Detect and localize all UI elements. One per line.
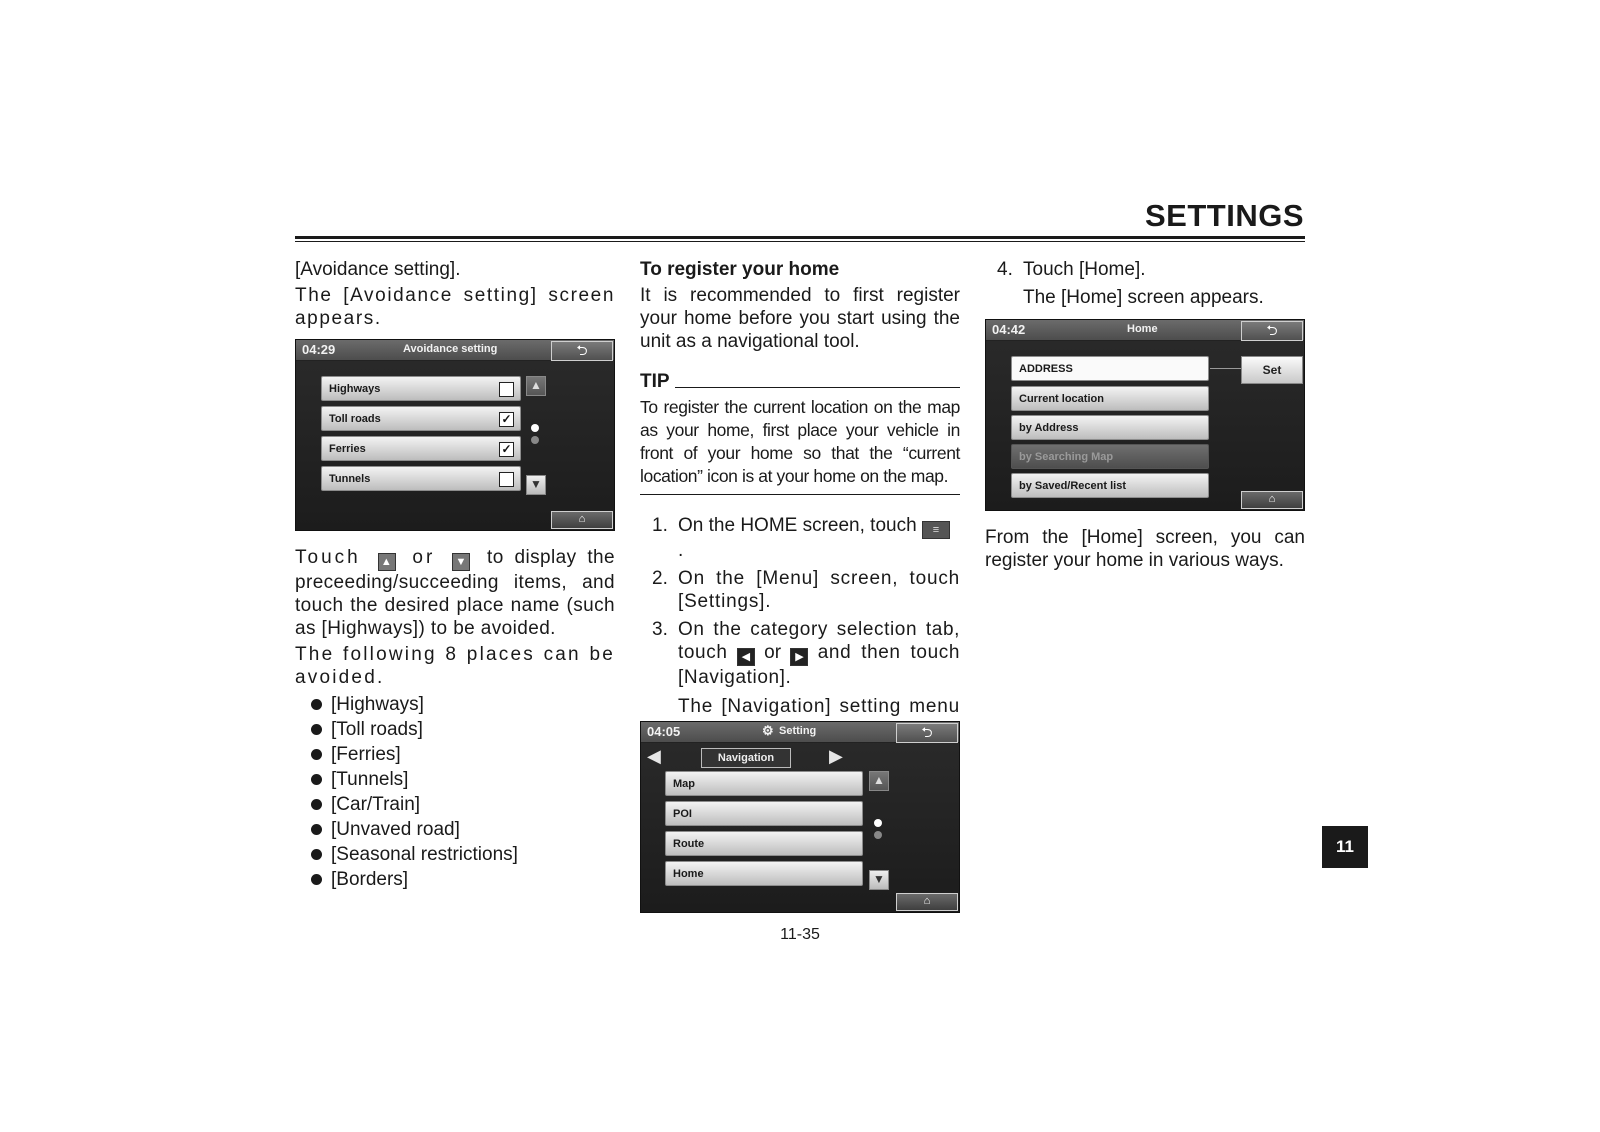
- triangle-left-icon: ◀: [737, 648, 755, 666]
- home-item-by-searching-map: by Searching Map: [1011, 444, 1209, 469]
- prev-tab-button[interactable]: [647, 746, 661, 767]
- tip-text: To register the current location on the map as your home, first place your vehicle in front of your home so that the “current location” icon is at your home on the map.: [640, 397, 960, 486]
- menu-item-map[interactable]: Map: [665, 771, 863, 796]
- home-icon: ⌂: [1268, 493, 1276, 505]
- checkbox[interactable]: ✓: [499, 442, 514, 457]
- set-button[interactable]: Set: [1241, 356, 1303, 384]
- home-icon: ⌂: [578, 513, 586, 525]
- step-2: 2. On the [Menu] screen, touch [Settings].: [652, 568, 960, 612]
- back-arrow-icon: ⮌: [921, 724, 933, 740]
- item-label: Highways: [329, 383, 381, 395]
- triangle-left-icon: ◀: [647, 746, 661, 766]
- step-note: The [Home] screen appears.: [1023, 287, 1264, 308]
- screen-title: Avoidance setting: [403, 343, 498, 355]
- list-item: [Borders]: [311, 867, 615, 892]
- scroll-up-button[interactable]: [869, 771, 889, 791]
- scroll-indicator-dot: [531, 424, 539, 432]
- home-item-address[interactable]: ADDRESS: [1011, 356, 1209, 381]
- list-item: [Unvaved road]: [311, 817, 615, 842]
- scroll-indicator-dot: [531, 436, 539, 444]
- navigation-screen: [640, 721, 960, 913]
- item-label: Toll roads: [329, 413, 381, 425]
- column-2: [640, 258, 960, 356]
- home-item-current-location[interactable]: Current location: [1011, 386, 1209, 411]
- screen-title: Setting: [779, 725, 817, 737]
- menu-icon: ≡: [922, 521, 950, 539]
- list-item: [Seasonal restrictions]: [311, 842, 615, 867]
- triangle-up-icon: ▲: [530, 378, 542, 392]
- gear-icon: ⚙: [762, 723, 774, 738]
- step-note: The [Navigation] setting menu: [678, 696, 960, 717]
- item-label: Tunnels: [329, 473, 371, 485]
- scroll-indicator-dot: [874, 831, 882, 839]
- page-number: 11-35: [780, 926, 820, 943]
- scroll-up-button[interactable]: [526, 376, 546, 396]
- paragraph: It is recommended to first register your home before you start using the unit as a navigational tool.: [640, 285, 960, 352]
- paragraph: Touch ▲ or ▼ to display the preceeding/succeeding items, and touch the desired place name (such as [Highways]) to be avoided.: [295, 547, 615, 639]
- back-button[interactable]: [551, 341, 613, 361]
- paragraph: The [Avoidance setting] screen appears.: [295, 285, 615, 329]
- list-item: [Ferries]: [311, 742, 615, 767]
- screen-title: Home: [1127, 323, 1158, 335]
- step-1: 1. On the HOME screen, touch ≡ .: [640, 514, 960, 562]
- tip-label: TIP: [640, 371, 670, 392]
- avoid-item-ferries[interactable]: [321, 436, 521, 461]
- tip-bottom-rule: [640, 494, 960, 495]
- back-arrow-icon: ⮌: [1266, 322, 1278, 338]
- home-button[interactable]: [896, 893, 958, 911]
- step-4: 4. Touch [Home].: [997, 259, 1146, 280]
- screen-time: 04:05: [647, 724, 681, 739]
- triangle-down-icon: ▼: [873, 872, 885, 886]
- item-label: Ferries: [329, 443, 366, 455]
- home-item-by-address[interactable]: by Address: [1011, 415, 1209, 440]
- avoid-list: [295, 692, 615, 892]
- scroll-indicator-dot: [874, 819, 882, 827]
- paragraph: [Avoidance setting].: [295, 259, 461, 280]
- checkbox[interactable]: [499, 382, 514, 397]
- triangle-down-icon: ▼: [452, 553, 470, 571]
- step-3: 3. On the category selection tab, touch ◀ or ▶ and then touch [Navigation]. The [Navigation] setting menu: [640, 618, 960, 741]
- column-3: [985, 258, 1305, 309]
- home-button[interactable]: [1241, 491, 1303, 509]
- header-rule: [295, 236, 1305, 239]
- list-item: [Highways]: [311, 692, 615, 717]
- checkbox[interactable]: ✓: [499, 412, 514, 427]
- checkbox[interactable]: [499, 472, 514, 487]
- scroll-down-button[interactable]: [526, 475, 546, 495]
- home-item-saved-recent[interactable]: by Saved/Recent list: [1011, 473, 1209, 498]
- tip-rule: [675, 387, 960, 388]
- header-rule-thin: [295, 241, 1305, 242]
- back-button[interactable]: [896, 723, 958, 743]
- back-arrow-icon: ⮌: [576, 342, 588, 358]
- menu-item-route[interactable]: Route: [665, 831, 863, 856]
- tab-navigation[interactable]: Navigation: [701, 748, 791, 768]
- avoid-item-highways[interactable]: [321, 376, 521, 401]
- screen-time: 04:42: [992, 322, 1026, 337]
- home-button[interactable]: [551, 511, 613, 529]
- avoidance-screen: [295, 339, 615, 531]
- screen-time: 04:29: [302, 342, 336, 357]
- chapter-tab: 11: [1322, 826, 1368, 868]
- section-title: SETTINGS: [1144, 198, 1304, 233]
- triangle-up-icon: ▲: [873, 773, 885, 787]
- connector-line: [1210, 368, 1241, 369]
- back-button[interactable]: [1241, 321, 1303, 341]
- menu-item-poi[interactable]: POI: [665, 801, 863, 826]
- scroll-down-button[interactable]: [869, 870, 889, 890]
- home-screen: [985, 319, 1305, 511]
- avoid-item-toll-roads[interactable]: [321, 406, 521, 431]
- paragraph: The following 8 places can be avoided.: [295, 644, 615, 688]
- list-item: [Toll roads]: [311, 717, 615, 742]
- triangle-right-icon: ▶: [790, 648, 808, 666]
- list-item: [Tunnels]: [311, 767, 615, 792]
- column-3-lower: [985, 526, 1305, 575]
- triangle-down-icon: ▼: [530, 477, 542, 491]
- heading: To register your home: [640, 259, 840, 280]
- triangle-right-icon: ▶: [829, 746, 843, 766]
- paragraph: From the [Home] screen, you can register your home in various ways.: [985, 527, 1305, 571]
- column-1: [295, 258, 615, 333]
- list-item: [Car/Train]: [311, 792, 615, 817]
- triangle-up-icon: ▲: [378, 553, 396, 571]
- steps: [640, 514, 960, 741]
- menu-item-home[interactable]: Home: [665, 861, 863, 886]
- home-icon: ⌂: [923, 895, 931, 907]
- next-tab-button[interactable]: [829, 746, 843, 767]
- column-1-lower: [295, 546, 615, 892]
- avoid-item-tunnels[interactable]: [321, 466, 521, 491]
